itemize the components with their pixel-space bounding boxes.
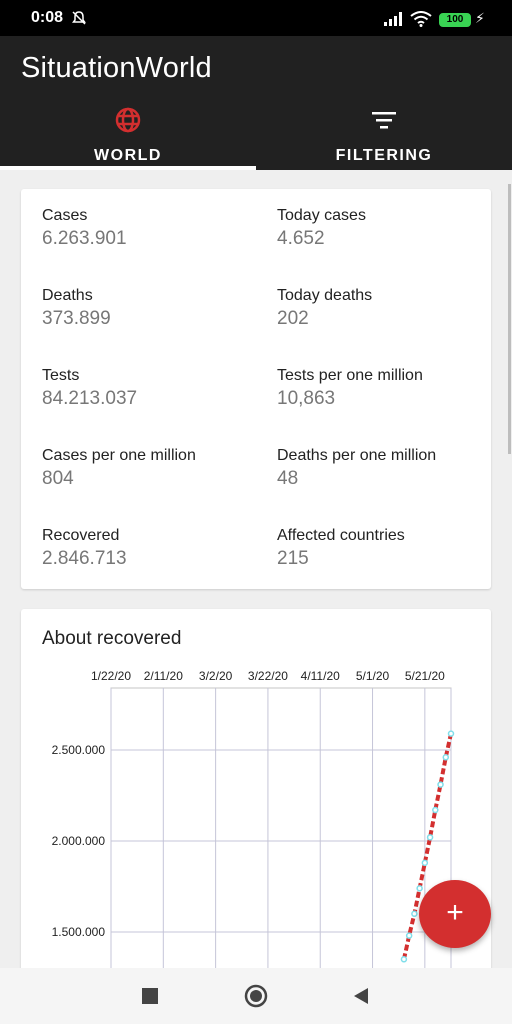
tab-world[interactable] — [0, 100, 256, 170]
battery-icon — [439, 13, 471, 27]
chart-data-point — [438, 782, 443, 787]
stat-recovered — [42, 527, 262, 570]
stat-value: 2.846.713 — [42, 548, 127, 569]
chart-data-point — [407, 933, 412, 938]
chart-data-point — [433, 808, 438, 813]
stat-affected-countries — [277, 527, 497, 570]
stat-value: 48 — [277, 468, 299, 489]
stat-tests-per-million — [277, 367, 497, 410]
stat-cases-per-million — [42, 447, 262, 490]
add-fab-button[interactable] — [419, 880, 491, 948]
filter-icon — [370, 106, 398, 134]
stat-deaths — [42, 287, 262, 330]
globe-icon — [114, 106, 142, 134]
stat-label: Recovered — [42, 527, 120, 544]
chart-data-point — [443, 755, 448, 760]
stat-label: Today cases — [277, 207, 366, 224]
stat-label: Deaths — [42, 287, 93, 304]
back-icon[interactable] — [349, 984, 373, 1008]
wifi-icon — [410, 11, 432, 27]
chart-data-point — [417, 886, 422, 891]
tab-filtering-label: FILTERING — [335, 147, 433, 164]
chart-y-tick-label: 2.500.000 — [51, 743, 105, 757]
stat-cases — [42, 207, 262, 250]
chart-x-tick-label: 2/11/20 — [143, 669, 183, 683]
recents-icon[interactable] — [138, 984, 162, 1008]
silent-icon — [71, 10, 87, 26]
chart-title: About recovered — [42, 628, 182, 649]
stat-tests — [42, 367, 262, 410]
home-icon[interactable] — [244, 984, 268, 1008]
stat-value: 4.652 — [277, 228, 325, 249]
stat-value: 215 — [277, 548, 309, 569]
chart-data-point — [449, 731, 454, 736]
navigation-bar — [0, 968, 512, 1024]
chart-x-tick-label: 3/22/20 — [247, 669, 288, 683]
plus-icon: + — [446, 896, 464, 929]
charging-icon: ⚡ — [475, 10, 485, 26]
app-bar — [0, 36, 512, 170]
chart-y-tick-label: 1.500.000 — [51, 925, 105, 939]
tab-filtering[interactable] — [256, 100, 512, 170]
chart-data-point — [401, 957, 406, 962]
chart-y-tick-label: 2.000.000 — [51, 834, 105, 848]
chart-x-tick-label: 1/22/20 — [90, 669, 132, 683]
stat-label: Deaths per one million — [277, 447, 437, 464]
stat-value: 804 — [42, 468, 74, 489]
stat-label: Affected countries — [277, 527, 405, 544]
world-stats-card — [21, 189, 491, 589]
stat-value: 373.899 — [42, 308, 111, 329]
stat-label: Cases — [42, 207, 88, 224]
stat-label: Today deaths — [277, 287, 373, 304]
chart-x-tick-label: 5/21/20 — [404, 669, 445, 683]
chart-x-tick-label: 4/11/20 — [300, 669, 340, 683]
stat-today-cases — [277, 207, 497, 250]
main-content[interactable] — [0, 170, 512, 968]
scrollbar[interactable] — [508, 184, 511, 454]
stat-label: Tests — [42, 367, 80, 384]
stat-value: 6.263.901 — [42, 228, 127, 249]
tab-world-label: WORLD — [94, 147, 162, 164]
app-title: SituationWorld — [21, 52, 212, 84]
status-bar — [0, 0, 512, 36]
chart-data-point — [412, 911, 417, 916]
status-time: 0:08 — [31, 9, 64, 26]
chart-x-tick-label: 5/1/20 — [355, 669, 390, 683]
stat-value: 84.213.037 — [42, 388, 138, 409]
chart-data-point — [428, 835, 433, 840]
stat-label: Tests per one million — [277, 367, 423, 384]
chart-data-point — [422, 860, 427, 865]
signal-icon — [384, 12, 404, 26]
stat-label: Cases per one million — [42, 447, 196, 464]
stat-deaths-per-million — [277, 447, 497, 490]
chart-plot-area — [111, 688, 451, 968]
stat-value: 10,863 — [277, 388, 336, 409]
chart-x-tick-label: 3/2/20 — [198, 669, 233, 683]
battery-level: 100 — [446, 14, 464, 25]
stat-today-deaths — [277, 287, 497, 330]
stat-value: 202 — [277, 308, 309, 329]
